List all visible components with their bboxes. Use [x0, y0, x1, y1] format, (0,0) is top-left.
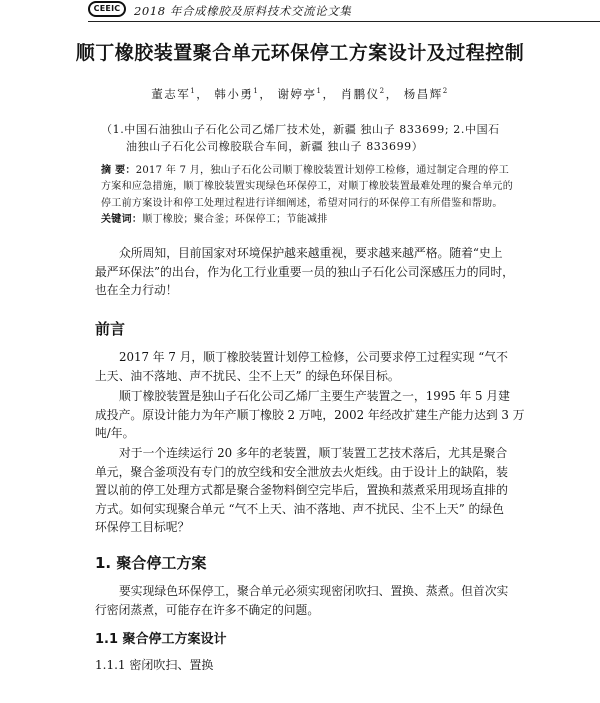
- abstract-text: 2017 年 7 月，独山子石化公司顺丁橡胶装置计划停工检修，通过制定合理的停工: [135, 165, 510, 176]
- author-affil-mark: 2: [379, 87, 386, 96]
- abstract-label: 摘 要：: [101, 165, 136, 176]
- paragraph-line: 顺丁橡胶装置是独山子石化公司乙烯厂主要生产装置之一，1995 年 5 月建: [119, 389, 510, 403]
- header-rule: [88, 21, 600, 22]
- paragraph-line: 置以前的停工处理方式都是聚合釜物料倒空完毕后，置换和蒸煮采用现场直排的: [95, 483, 508, 498]
- keywords-text: 顺丁橡胶；聚合釜；环保停工；节能减排: [142, 213, 328, 225]
- author-affil-mark: 1: [190, 87, 197, 96]
- intro-paragraph: [95, 244, 525, 300]
- running-header-text: 2018 年合成橡胶及原料技术交流论文集: [134, 4, 352, 18]
- conference-logo: CEEIC: [88, 1, 126, 17]
- paper-title: 顺丁橡胶装置聚合单元环保停工方案设计及过程控制: [75, 42, 525, 64]
- abstract-text: 停工前方案设计和停工处理过程进行详细阐述，希望对同行的环保停工有所借鉴和帮助。: [101, 197, 503, 209]
- author-name: 肖鹏仪: [340, 87, 380, 101]
- paragraph-line: 众所周知，目前国家对环境保护越来越重视，要求越来越严格。随着“史上: [119, 246, 503, 260]
- author-affil-mark: 1: [316, 87, 323, 96]
- keywords-label: 关键词：: [101, 213, 143, 225]
- paragraph-line: 对于一个连续运行 20 多年的老装置，顺丁装置工艺技术落后，尤其是聚合: [119, 446, 508, 460]
- section-1-heading: 1. 聚合停工方案: [95, 554, 207, 572]
- author-name: 韩小勇: [214, 87, 254, 101]
- author-list: 董志军$^1$， 韩小勇$^1$， 谢婷亭$^1$， 肖鹏仪$^2$， 杨昌辉$^2$: [151, 87, 449, 101]
- paragraph-line: 也在全力行动！: [95, 283, 178, 298]
- preface-paragraph-1: [95, 348, 525, 385]
- abstract-text: 方案和应急措施，顺丁橡胶装置实现绿色环保停工，对顺丁橡胶装置最难处理的聚合单元的: [101, 181, 513, 193]
- author-name: 谢婷亭: [277, 87, 317, 101]
- paragraph-line: 单元，聚合釜项没有专门的放空线和安全泄放去火炬线。由于设计上的缺陷，装: [95, 464, 508, 479]
- preface-paragraph-2: [95, 387, 525, 443]
- paragraph-line: 行密闭蒸煮，可能存在许多不确定的问题。: [95, 602, 320, 617]
- paragraph-line: 吨/年。: [95, 426, 135, 441]
- subsection-1-1-heading: 1.1 聚合停工方案设计: [95, 632, 227, 647]
- paragraph-line: 成投产。原设计能力为年产顺丁橡胶 2 万吨，2002 年经改扩建生产能力达到 3 万: [95, 407, 525, 422]
- abstract: [101, 163, 521, 228]
- paragraph-line: 2017 年 7 月，顺丁橡胶装置计划停工检修，公司要求停工过程实现 “气不: [119, 350, 508, 364]
- preface-heading: 前言: [95, 320, 126, 338]
- author-name: 董志军: [151, 87, 191, 101]
- author-affil-mark: 1: [253, 87, 260, 96]
- affiliation-line-1: （1.中国石油独山子石化公司乙烯厂技术处，新疆 独山子 833699; 2.中国石: [101, 123, 500, 136]
- paragraph-line: 方式。如何实现聚合单元 “气不上天、油不落地、声不扰民、尘不上天” 的绿色: [95, 501, 504, 516]
- affiliation-line-2: 油独山子石化公司橡胶联合车间，新疆 独山子 833699）: [126, 140, 424, 153]
- running-header: [88, 0, 600, 22]
- subsection-1-1-1-heading: 1.1.1 密闭吹扫、置换: [95, 658, 214, 672]
- preface-paragraph-3: [95, 444, 525, 537]
- paragraph-line: 环保停工目标呢？: [95, 520, 190, 535]
- author-affil-mark: 2: [442, 87, 449, 96]
- paragraph-line: 最严环保法”的出台，作为化工行业重要一员的独山子石化公司深感压力的同时，: [95, 264, 514, 279]
- author-name: 杨昌辉: [403, 87, 443, 101]
- section-1-paragraph: [95, 582, 525, 619]
- paragraph-line: 要实现绿色环保停工，聚合单元必须实现密闭吹扫、置换、蒸煮。但首次实: [119, 584, 509, 598]
- paragraph-line: 上天、油不落地、声不扰民、尘不上天” 的绿色环保目标。: [95, 368, 400, 383]
